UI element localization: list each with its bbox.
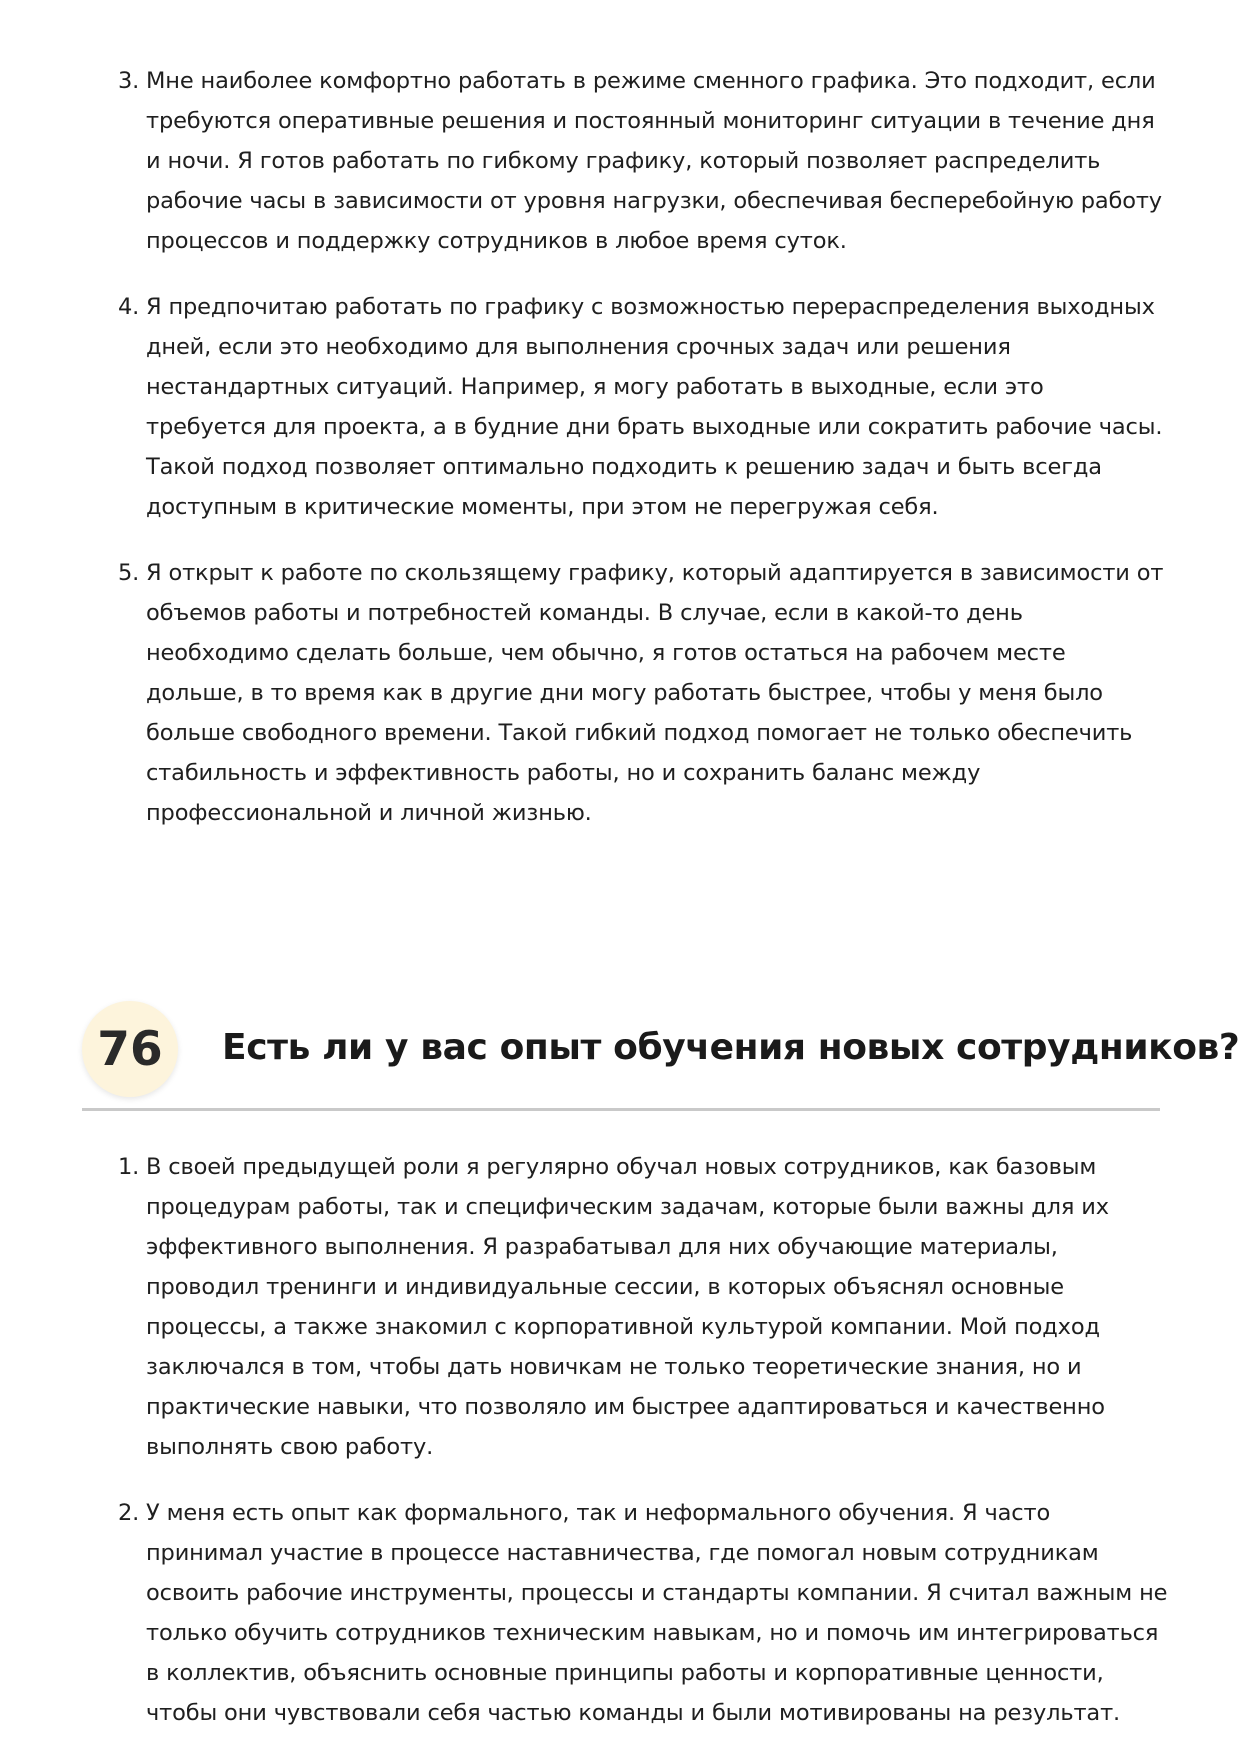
answer-list-previous xyxy=(118,61,1168,859)
list-item-number: 5. xyxy=(118,560,140,586)
list-item-number: 1. xyxy=(118,1154,140,1180)
list-item-number: 3. xyxy=(118,68,140,94)
list-item-number: 2. xyxy=(118,1500,140,1526)
list-item xyxy=(118,61,1168,261)
header-divider xyxy=(82,1108,1160,1111)
list-item-text: Я открыт к работе по скользящему графику, который адаптируется в зависимости от объемов работы и потребностей команды. В случае, если в какой-то день необходимо сделать больше, чем обычно, я готов остаться на рабочем месте дольше, в то время как в другие дни могу работать быстрее, чтобы у меня было больше свободного времени. Такой гибкий подход помогает не только обеспечить стабильность и эффективность работы, но и сохранить баланс между профессиональной и личной жизнью. xyxy=(146,560,1164,826)
list-item-text: У меня есть опыт как формального, так и неформального обучения. Я часто принимал участие в процессе наставничества, где помогал новым сотрудникам освоить рабочие инструменты, процессы и стандарты компании. Я считал важным не только обучить сотрудников техническим навыкам, но и помочь им интегрироваться в коллектив, объяснить основные принципы работы и корпоративные ценности, чтобы они чувствовали себя частью команды и были мотивированы на результат. xyxy=(146,1500,1168,1726)
list-item-number: 4. xyxy=(118,294,140,320)
list-item xyxy=(118,287,1168,527)
question-title: Есть ли у вас опыт обучения новых сотрудников? xyxy=(222,1027,1239,1068)
list-item xyxy=(118,1493,1168,1733)
list-item xyxy=(118,553,1168,833)
list-item-text: Я предпочитаю работать по графику с возможностью перераспределения выходных дней, если это необходимо для выполнения срочных задач или решения нестандартных ситуаций. Например, я могу работать в выходные, если это требуется для проекта, а в будние дни брать выходные или сократить рабочие часы. Такой подход позволяет оптимально подходить к решению задач и быть всегда доступным в критические моменты, при этом не перегружая себя. xyxy=(146,294,1163,520)
list-item xyxy=(118,1147,1168,1467)
question-header xyxy=(82,1001,1239,1115)
question-number-badge: 76 xyxy=(82,1001,178,1097)
list-item-text: Мне наиболее комфортно работать в режиме сменного графика. Это подходит, если требуются оперативные решения и постоянный мониторинг ситуации в течение дня и ночи. Я готов работать по гибкому графику, который позволяет распределить рабочие часы в зависимости от уровня нагрузки, обеспечивая бесперебойную работу процессов и поддержку сотрудников в любое время суток. xyxy=(146,68,1162,254)
answer-list xyxy=(118,1147,1168,1759)
list-item-text: В своей предыдущей роли я регулярно обучал новых сотрудников, как базовым процедурам работы, так и специфическим задачам, которые были важны для их эффективного выполнения. Я разрабатывал для них обучающие материалы, проводил тренинги и индивидуальные сессии, в которых объяснял основные процессы, а также знакомил с корпоративной культурой компании. Мой подход заключался в том, чтобы дать новичкам не только теоретические знания, но и практические навыки, что позволяло им быстрее адаптироваться и качественно выполнять свою работу. xyxy=(146,1154,1109,1460)
